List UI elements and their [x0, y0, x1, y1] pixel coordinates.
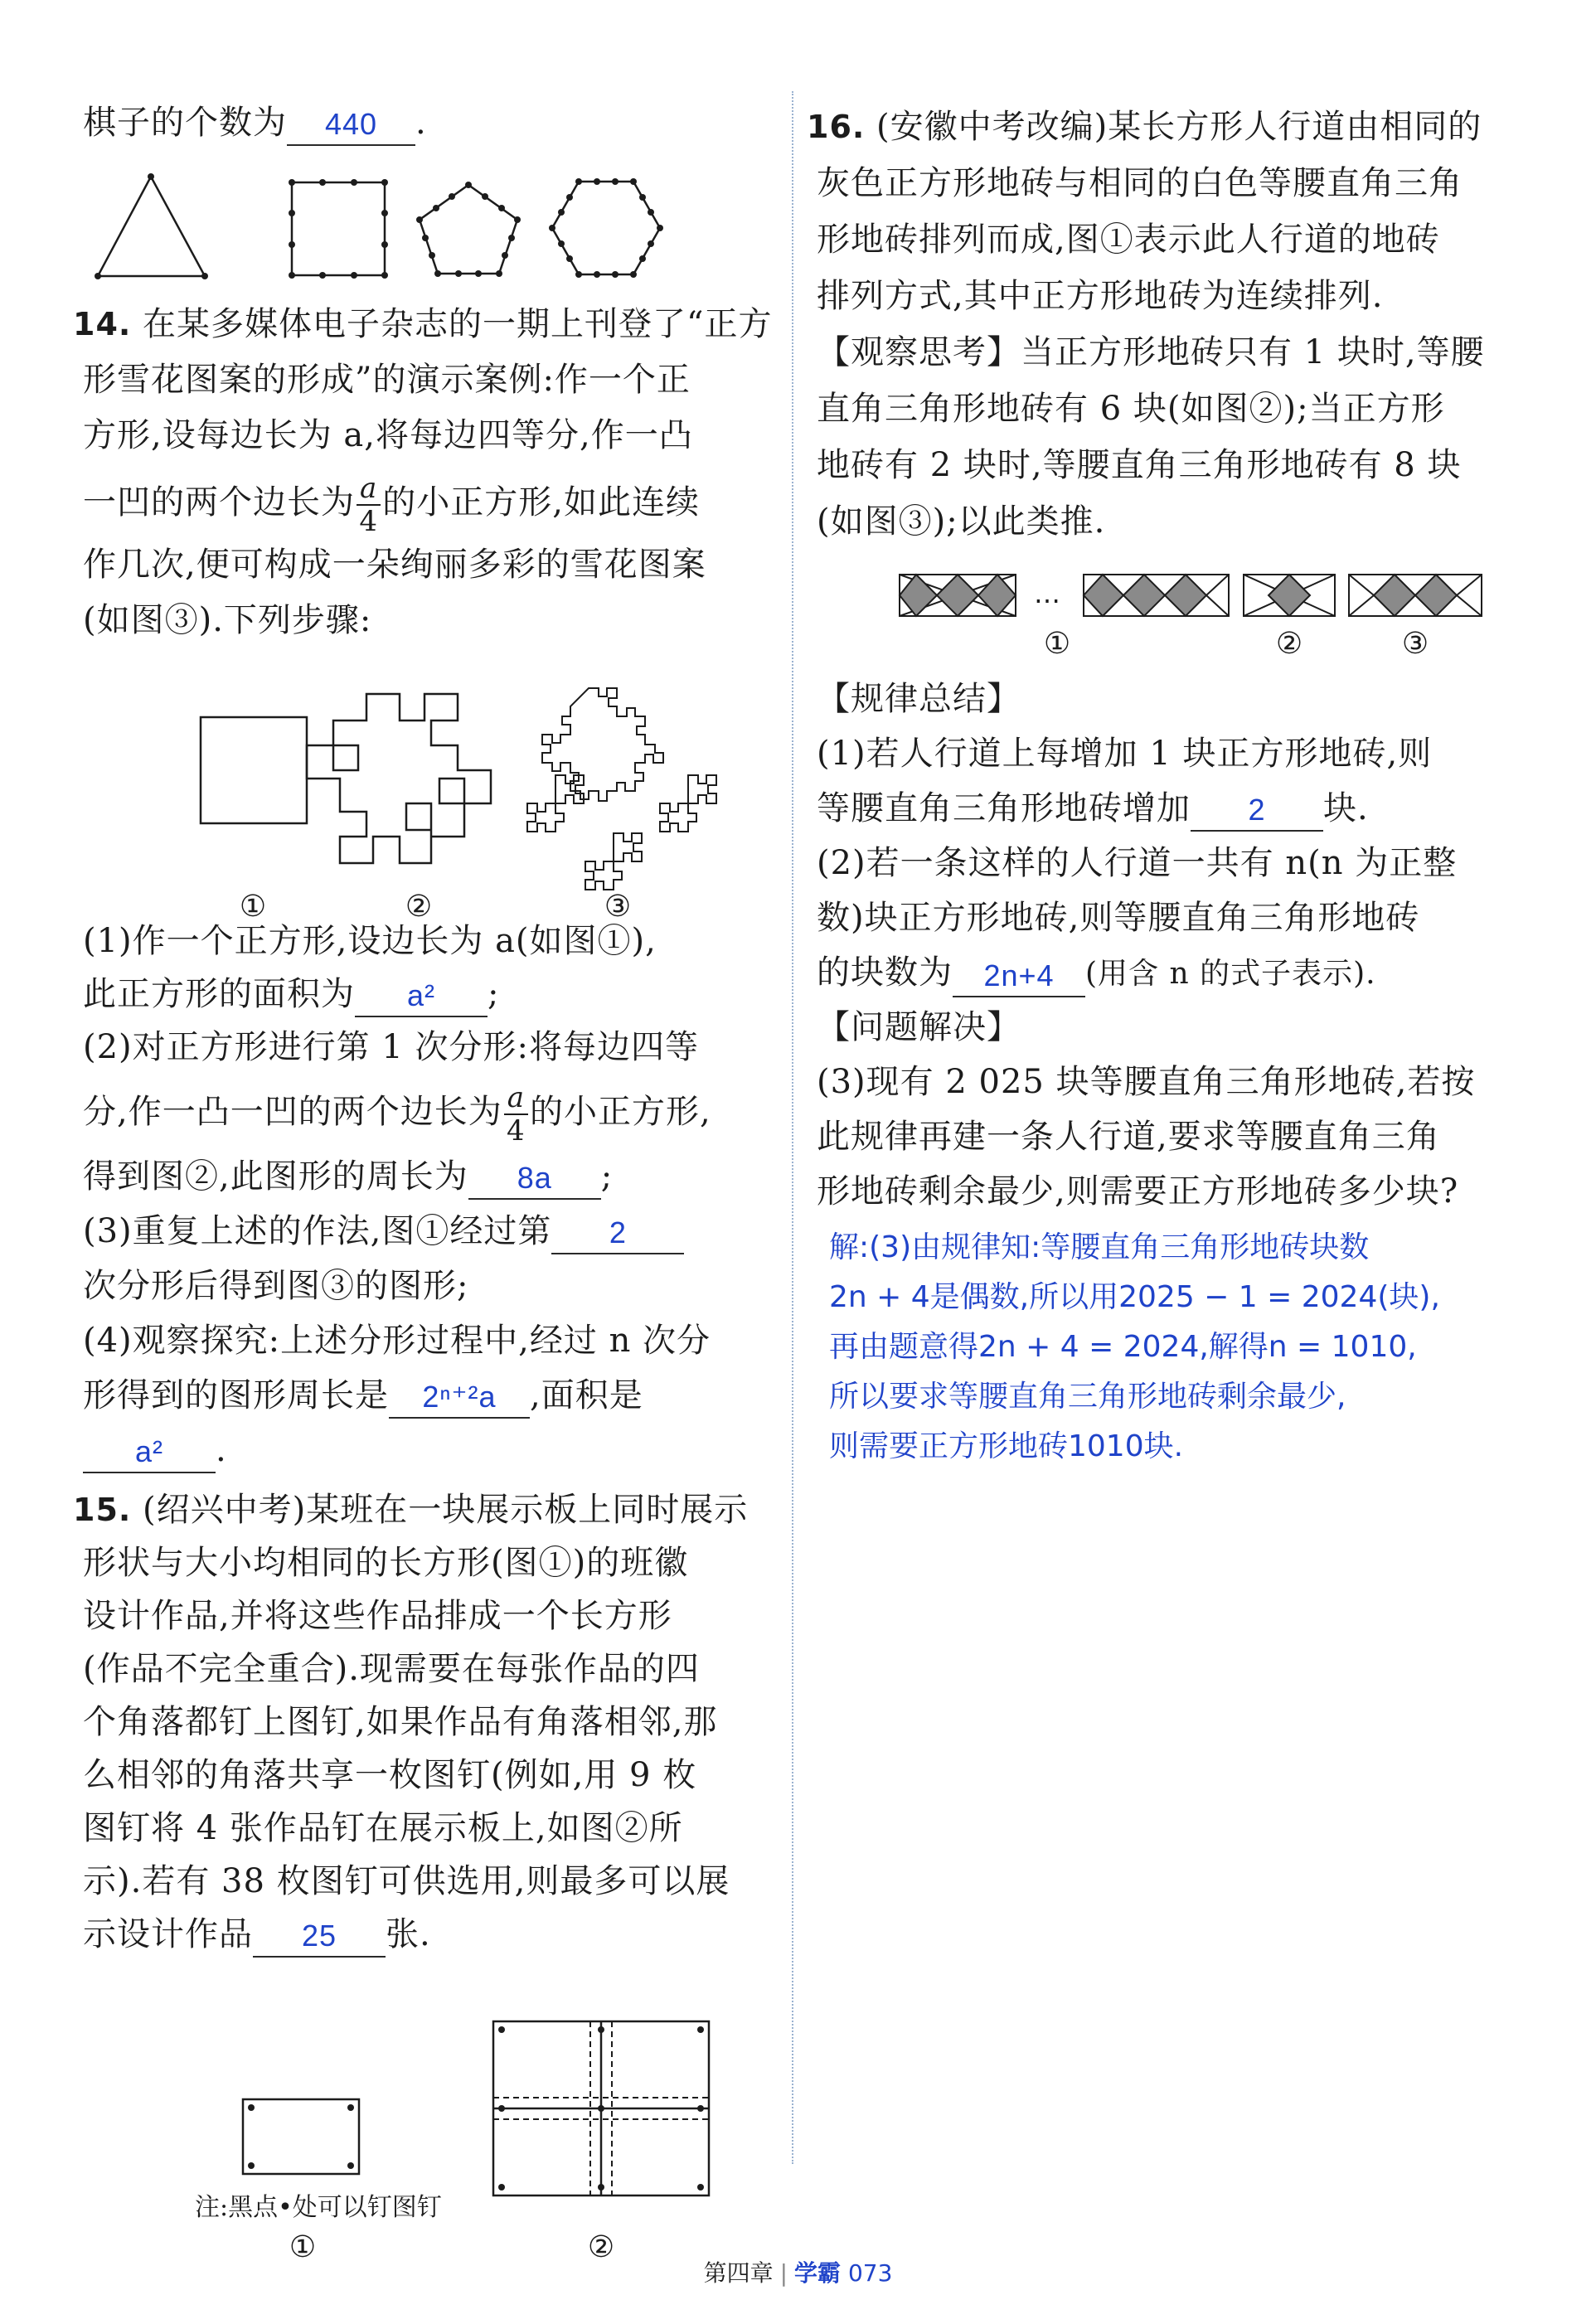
q16-part2-line-1: (2)若一条这样的人行道一共有 n(n 为正整 [817, 844, 1458, 882]
q15-fig-label-2: ② [587, 2230, 615, 2264]
q14-line-6: (如图③).下列步骤: [83, 601, 372, 639]
q16-solution-line-4: 所以要求等腰直角三角形地砖剩余最少, [829, 1380, 1346, 1414]
q15-line-3: 设计作品,并将这些作品排成一个长方形 [83, 1597, 672, 1635]
q16-part1-blank[interactable] [1191, 792, 1323, 832]
q16-line-2: 灰色正方形地砖与相同的白色等腰直角三角 [817, 164, 1463, 202]
q13-polygon-figure [83, 170, 663, 286]
q16-line-7: 地砖有 2 块时,等腰直角三角形地砖有 8 块 [817, 446, 1462, 484]
q16-line-6: 直角三角形地砖有 6 块(如图②);当正方形 [817, 390, 1445, 428]
q14-fig-label-3: ③ [604, 890, 632, 924]
column-divider [792, 91, 793, 2164]
q15-fig1-pins [248, 2104, 354, 2169]
q16-solution-line-5: 则需要正方形地砖1010块. [829, 1429, 1184, 1463]
triangle-shape [98, 177, 205, 276]
q14-line-4: 一凹的两个边长为 $\frac{a}{4}$ 的小正方形,如此连续 [83, 472, 700, 538]
q14-part4-area-answer: a² [134, 1434, 163, 1468]
q14-part4-line-1: (4)观察探究:上述分形过程中,经过 n 次分 [83, 1322, 711, 1360]
page-footer [0, 2255, 1596, 2288]
pentagon-shape [420, 185, 517, 274]
q16-solution-line-1: 解:(3)由规律知:等腰直角三角形地砖块数 [829, 1230, 1370, 1264]
q16-line-4: 排列方式,其中正方形地砖为连续排列. [817, 277, 1384, 315]
q14-part4-line-2: 形得到的图形周长是 2ⁿ⁺²a ,面积是 [83, 1372, 643, 1419]
q14-part2-line-2: 分,作一凸一凹的两个边长为 $\frac{a}{4}$ 的小正方形, [83, 1081, 711, 1147]
q16-fig-label-2: ② [1275, 627, 1303, 661]
q14-fig2-fractal-1 [307, 694, 491, 863]
q14-line-3: 方形,设每边长为 a,将每边四等分,作一凸 [83, 416, 693, 454]
q14-fig1-square [201, 717, 307, 823]
q14-part4-area-blank[interactable] [83, 1434, 216, 1473]
square-shape [292, 182, 385, 275]
q16-fig1-dots: … [1034, 578, 1060, 609]
q16-heading-summary: 【规律总结】 [817, 680, 1021, 718]
q14-line-2: 形雪花图案的形成”的演示案例:作一个正 [83, 361, 691, 399]
brand-label: 学霸 [794, 2259, 842, 2287]
fraction-a-over-4: $\frac{a}{4}$ [357, 473, 381, 537]
q15-line-4: (作品不完全重合).现需要在每张作品的四 [83, 1650, 700, 1688]
q16-fig1-tiles [900, 575, 1229, 616]
q16-part2-blank[interactable] [953, 958, 1085, 997]
q14-part1-answer: a² [406, 978, 435, 1012]
q16-part2-line-3: 的块数为 2n+4 (用含 n 的式子表示). [817, 949, 1376, 997]
q16-tile-figure [817, 568, 1513, 667]
q16-solution-line-2: 2n + 4是偶数,所以用2025 − 1 = 2024(块), [829, 1280, 1440, 1314]
q14-part3-line-1: (3)重复上述的作法,图①经过第 2 [83, 1208, 684, 1254]
q14-fig-label-1: ① [239, 890, 267, 924]
q14-part2-line-1: (2)对正方形进行第 1 次分形:将每边四等 [83, 1028, 700, 1066]
q14-part2-line-3: 得到图②,此图形的周长为 8a ; [83, 1153, 613, 1200]
q14-part3-answer: 2 [609, 1215, 627, 1249]
q13-answer: 440 [324, 107, 378, 141]
q15-figure [83, 1982, 746, 2280]
q16-line-5: 【观察思考】当正方形地砖只有 1 块时,等腰 [817, 333, 1485, 371]
q14-fig-label-2: ② [405, 890, 433, 924]
q16-part2-answer: 2n+4 [983, 958, 1055, 992]
q14-part3-blank[interactable] [551, 1215, 684, 1254]
q14-part2-blank[interactable] [468, 1160, 601, 1200]
q16-part1-line-2: 等腰直角三角形地砖增加 2 块. [817, 785, 1369, 832]
q14-part4-perimeter-blank[interactable] [389, 1379, 530, 1419]
q14-part1-line-2: 此正方形的面积为 a² ; [83, 971, 499, 1017]
q16-line-1: 16. (安徽中考改编)某长方形人行道由相同的 [807, 108, 1482, 146]
q14-part4-perimeter-answer: 2ⁿ⁺²a [422, 1380, 497, 1414]
q15-line-9: 示设计作品 25 张. [83, 1911, 431, 1958]
q14-part4-line-3: a² . [83, 1427, 227, 1473]
q15-line-5: 个角落都钉上图钉,如果作品有角落相邻,那 [83, 1703, 718, 1741]
q16-solution-line-3: 再由题意得2n + 4 = 2024,解得n = 1010, [829, 1330, 1417, 1364]
q15-fig-label-1: ① [289, 2230, 317, 2264]
q16-line-3: 形地砖排列而成,图①表示此人行道的地砖 [817, 221, 1440, 259]
q14-part1-blank[interactable] [355, 978, 488, 1017]
q16-fig-label-3: ③ [1401, 627, 1429, 661]
q14-snowflake-figure [83, 676, 746, 949]
fraction-a-over-4-2: $\frac{a}{4}$ [504, 1082, 528, 1147]
q15-line-8: 示).若有 38 枚图钉可供选用,则最多可以展 [83, 1862, 730, 1900]
q15-line-6: 么相邻的角落共享一枚图钉(例如,用 9 枚 [83, 1756, 697, 1794]
q14-part1-line-1: (1)作一个正方形,设边长为 a(如图①), [83, 922, 657, 960]
q16-fig2-tiles [1244, 575, 1335, 616]
q13-answer-line: 棋子的个数为 440 . [83, 99, 427, 146]
q16-part1-answer: 2 [1248, 793, 1266, 827]
q16-part3-line-3: 形地砖剩余最少,则需要正方形地砖多少块? [817, 1172, 1459, 1211]
q16-fig-label-1: ① [1043, 627, 1071, 661]
q16-part3-line-2: 此规律再建一条人行道,要求等腰直角三角 [817, 1118, 1440, 1156]
q13-answer-blank[interactable] [287, 106, 415, 146]
q15-fig1-card [243, 2099, 359, 2174]
q16-line-8: (如图③);以此类推. [817, 502, 1106, 541]
q15-answer: 25 [301, 1919, 337, 1953]
q15-note: 注:黑点•处可以钉图钉 [195, 2193, 442, 2222]
q15-line-1: 15. (绍兴中考)某班在一块展示板上同时展示 [73, 1491, 749, 1529]
q14-line-5: 作几次,便可构成一朵绚丽多彩的雪花图案 [83, 546, 706, 584]
q16-part2-line-2: 数)块正方形地砖,则等腰直角三角形地砖 [817, 899, 1420, 937]
q16-fig3-tiles [1349, 575, 1482, 616]
chapter-label: 第四章 [703, 2259, 774, 2287]
footer-divider: | [779, 2259, 788, 2287]
q16-heading-solve: 【问题解决】 [817, 1008, 1021, 1046]
chess-piece-dots [95, 173, 663, 279]
q14-fig3-fractal-2 [527, 688, 716, 890]
q16-part1-line-1: (1)若人行道上每增加 1 块正方形地砖,则 [817, 735, 1433, 773]
q15-answer-blank[interactable] [253, 1918, 386, 1958]
q15-line-2: 形状与大小均相同的长方形(图①)的班徽 [83, 1544, 689, 1582]
q14-part3-line-2: 次分形后得到图③的图形; [83, 1267, 469, 1305]
q14-part2-answer: 8a [517, 1161, 552, 1195]
page-number: 073 [847, 2259, 893, 2287]
q16-part3-line-1: (3)现有 2 025 块等腰直角三角形地砖,若按 [817, 1063, 1476, 1101]
q14-line-1: 14. 在某多媒体电子杂志的一期上刊登了“正方 [73, 305, 773, 343]
q15-line-7: 图钉将 4 张作品钉在展示板上,如图②所 [83, 1809, 683, 1847]
